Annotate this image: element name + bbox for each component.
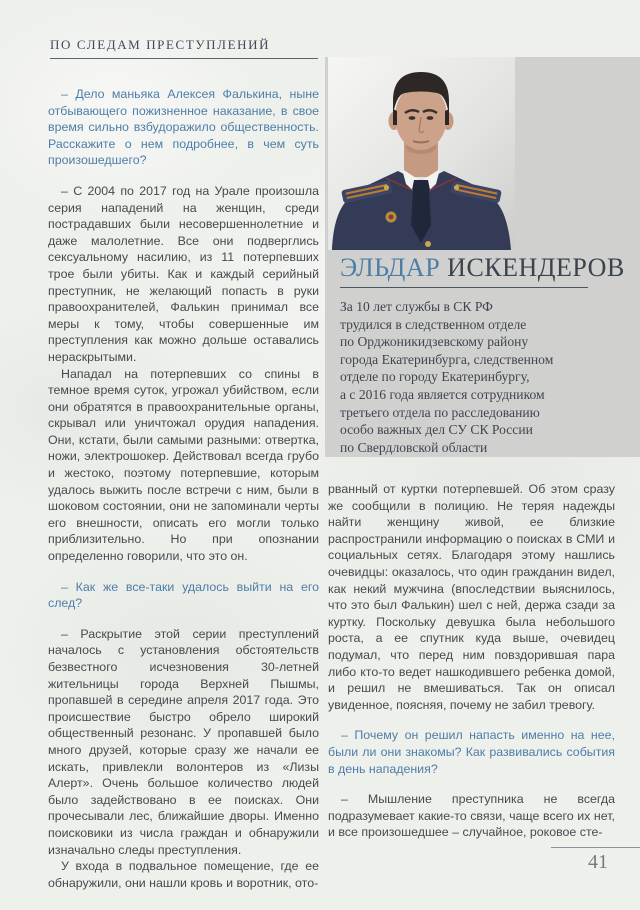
profile-bio-line: особо важных дел СУ СК России <box>340 422 533 438</box>
profile-bio-line: трудился в следственном отделе <box>340 316 527 332</box>
profile-bio-line: За 10 лет службы в СК РФ <box>340 299 493 314</box>
interview-answer-continued: рванный от куртки потерпевшей. Об этом сразу же сообщили в полицию. Не теряя надежды найти женщину живой, ее близкие распространили информацию о поисках в СМИ и социальных сетях. Благодаря этому нашлись очевидцы: оказалось, что один гражданин видел, как некий мужчина (впоследствии выяснилось, что это был Фалькин) шел с ней, держа сзади за куртку. Поскольку девушка была небольшого роста, а ее спутник куда выше, очевидец подумал, что перед ним повздорившая пара либо кто-то ведет нашкодившего ребенка домой, и решил не вмешиваться. Так он описал увиденное, поясняя, почему не забил тревогу. <box>328 482 615 712</box>
section-rubric-rule <box>50 58 318 59</box>
profile-bio-line: по Орджоникидзевскому району <box>340 334 529 350</box>
interview-answer: Нападал на потерпевших со спины в темное время суток, угрожал убийством, если они обратятся в правоохранительные органы, скрывал или уничтожал орудия нападения. Они, кстати, были самыми разными: отвертка, ножи, электрошокер. Действовал всегда грубо и жестоко, поэтому потерпевшие, которым удалось выжить после встречи с ним, были в шоковом состоянии, они не запоминали черты его внешности, описать его могли только приблизительно. Но при опознании определенно говорили, что это он. <box>48 366 319 564</box>
portrait-photo-image <box>328 57 515 250</box>
page-number: 41 <box>588 851 608 873</box>
profile-name-rule <box>340 287 588 288</box>
profile-bio <box>340 298 630 456</box>
profile-bio-line: города Екатеринбурга, следственном <box>340 351 554 367</box>
profile-bio-line: отделе по городу Екатеринбургу, <box>340 369 530 385</box>
interview-question: – Почему он решил напасть именно на нее, были ли они знакомы? Как развивались события в день нападения? <box>328 728 615 776</box>
profile-first-name: ЭЛЬДАР <box>340 253 441 282</box>
profile-bio-line: а с 2016 года является сотрудником <box>340 386 545 402</box>
profile-name <box>340 253 630 283</box>
interview-question: – Дело маньяка Алексея Фалькина, ныне отбывающего пожизненное наказание, в свое время сильно взбудоражило общественность. Расскажите о нем подробнее, в чем суть произошедшего? <box>48 87 319 168</box>
interview-answer: – С 2004 по 2017 год на Урале произошла серия нападений на женщин, среди пострадавших были несовершеннолетние и даже малолетние. Все они подверглись сексуальному насилию, из 11 потерпевших трое были убиты. Как и каждый серийный преступник, не желающий попасть в руки правоохранителей, Фалькин принимал все меры к тому, чтобы совершенные им преступления как можно дольше оставались нераскрытыми. <box>48 183 319 364</box>
page-number-rule <box>551 847 640 848</box>
interview-question: – Как же все-таки удалось выйти на его след? <box>48 579 319 611</box>
profile-infobox <box>325 57 640 457</box>
section-rubric: ПО СЛЕДАМ ПРЕСТУПЛЕНИЙ <box>50 37 271 52</box>
article-right-column <box>328 481 615 841</box>
interview-answer: – Раскрытие этой серии преступлений началось с установления обстоятельств безвестного исчезновения 30-летней жительницы города Верхней Пышмы, пропавшей в середине апреля 2017 года. Это происшествие быстро обрело широкий общественный резонанс. У пропавшей было много друзей, которые сразу же начали ее искать, привлекли волонтеров из «Лизы Алерт». Очень большое количество людей было задействовано в ее поисках. Они прочесывали лес, ближайшие дворы. Именно поисковики из числа граждан и обнаружили изначально следы преступления. <box>48 626 319 857</box>
interview-answer: – Мышление преступника не всегда подразумевает какие-то связи, чаще всего их нет, и все произошедшее – случайное, роковое сте- <box>328 792 615 840</box>
profile-bio-line: третьего отдела по расследованию <box>340 404 540 420</box>
profile-bio-line: по Свердловской области <box>340 439 488 455</box>
profile-last-name: ИСКЕНДЕРОВ <box>447 253 625 282</box>
interview-answer: У входа в подвальное помещение, где ее обнаружили, они нашли кровь и воротник, ото- <box>48 859 319 890</box>
article-left-column <box>48 86 319 891</box>
